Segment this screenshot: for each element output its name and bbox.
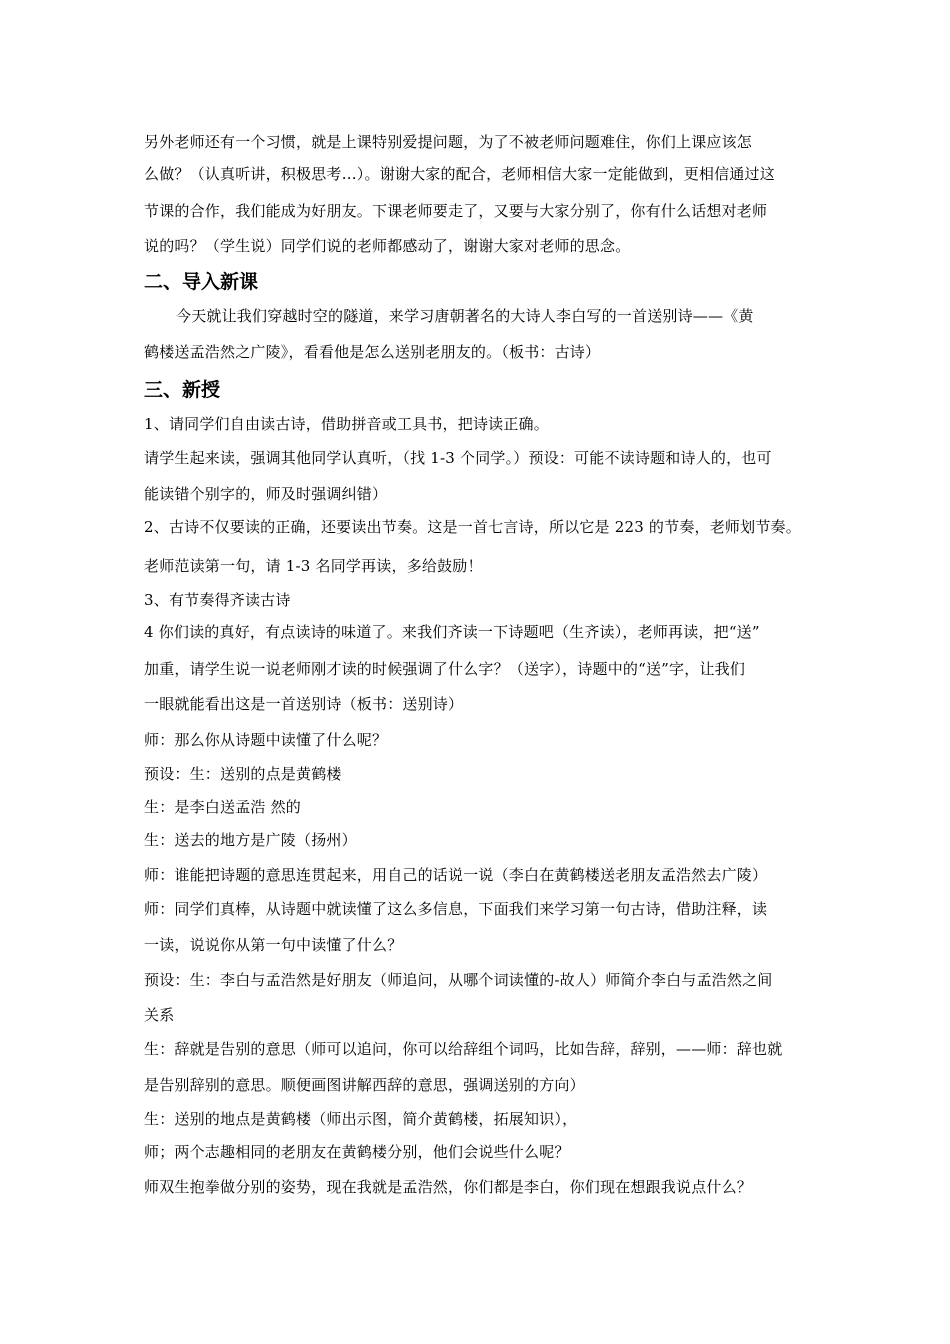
paragraph-line: 3、有节奏得齐读古诗 [144, 591, 291, 609]
paragraph-line: 师：谁能把诗题的意思连贯起来，用自己的话说一说（李白在黄鹤楼送老朋友孟浩然去广陵） [144, 866, 768, 884]
paragraph-line: 生：送别的地点是黄鹤楼（师出示图，简介黄鹤楼，拓展知识）， [144, 1110, 578, 1128]
section-heading-teach: 三、新授 [144, 379, 221, 401]
paragraph-line: 今天就让我们穿越时空的隧道，来学习唐朝著名的大诗人李白写的一首送别诗——《黄 [176, 307, 754, 325]
section-heading-intro: 二、导入新课 [144, 271, 259, 293]
paragraph-line: 能读错个别字的，师及时强调纠错） [144, 485, 388, 503]
paragraph-line: 生：送去的地方是广陵（扬州） [144, 831, 357, 849]
paragraph-line: 师；两个志趣相同的老朋友在黄鹤楼分别，他们会说些什么呢？ [144, 1143, 570, 1161]
paragraph-line: 另外老师还有一个习惯，就是上课特别爱提问题，为了不被老师问题难住，你们上课应该怎 [144, 133, 753, 151]
paragraph-line: 么做？（认真听讲，积极思考…）。谢谢大家的配合，老师相信大家一定能做到，更相信通过这 [144, 165, 775, 183]
paragraph-line: 师：那么你从诗题中读懂了什么呢？ [144, 731, 388, 749]
paragraph-line: 加重，请学生说一说老师刚才读的时候强调了什么字？（送字），诗题中的“送”字，让我们 [144, 660, 746, 678]
paragraph-line: 生：辞就是告别的意思（师可以追问，你可以给辞组个词吗，比如告辞，辞别，——师：辞也就 [144, 1040, 783, 1058]
paragraph-line: 节课的合作，我们能成为好朋友。下课老师要走了，又要与大家分别了，你有什么话想对老师 [144, 202, 768, 220]
paragraph-line: 一眼就能看出这是一首送别诗（板书：送别诗） [144, 695, 464, 713]
paragraph-line: 预设：生：送别的点是黄鹤楼 [144, 765, 342, 783]
paragraph-line: 1、请同学们自由读古诗，借助拼音或工具书，把诗读正确。 [144, 415, 549, 433]
paragraph-line: 师双生抱拳做分别的姿势，现在我就是孟浩然，你们都是李白，你们现在想跟我说点什么？ [144, 1178, 753, 1196]
paragraph-line: 师：同学们真棒，从诗题中就读懂了这么多信息，下面我们来学习第一句古诗，借助注释，读 [144, 900, 768, 918]
paragraph-line: 关系 [144, 1006, 175, 1024]
paragraph-line: 鹤楼送孟浩然之广陵》，看看他是怎么送别老朋友的。（板书：古诗） [144, 343, 601, 361]
paragraph-line: 老师范读第一句，请 1-3 名同学再读，多给鼓励！ [144, 557, 483, 575]
paragraph-line: 一读，说说你从第一句中读懂了什么？ [144, 936, 403, 954]
paragraph-line: 是告别辞别的意思。顺便画图讲解西辞的意思，强调送别的方向） [144, 1076, 585, 1094]
paragraph-line: 请学生起来读，强调其他同学认真听，（找 1-3 个同学。）预设：可能不读诗题和诗人的，也可 [144, 449, 772, 467]
paragraph-line: 生：是李白送孟浩 然的 [144, 798, 301, 816]
paragraph-line: 说的吗？（学生说）同学们说的老师都感动了，谢谢大家对老师的思念。 [144, 237, 631, 255]
paragraph-line: 4 你们读的真好，有点读诗的味道了。来我们齐读一下诗题吧（生齐读），老师再读，把“送” [144, 623, 760, 641]
paragraph-line: 2、古诗不仅要读的正确，还要读出节奏。这是一首七言诗，所以它是 223 的节奏，老师划节奏。 [144, 518, 801, 536]
paragraph-line: 预设：生：李白与孟浩然是好朋友（师追问，从哪个词读懂的-故人）师简介李白与孟浩然之间 [144, 971, 773, 989]
